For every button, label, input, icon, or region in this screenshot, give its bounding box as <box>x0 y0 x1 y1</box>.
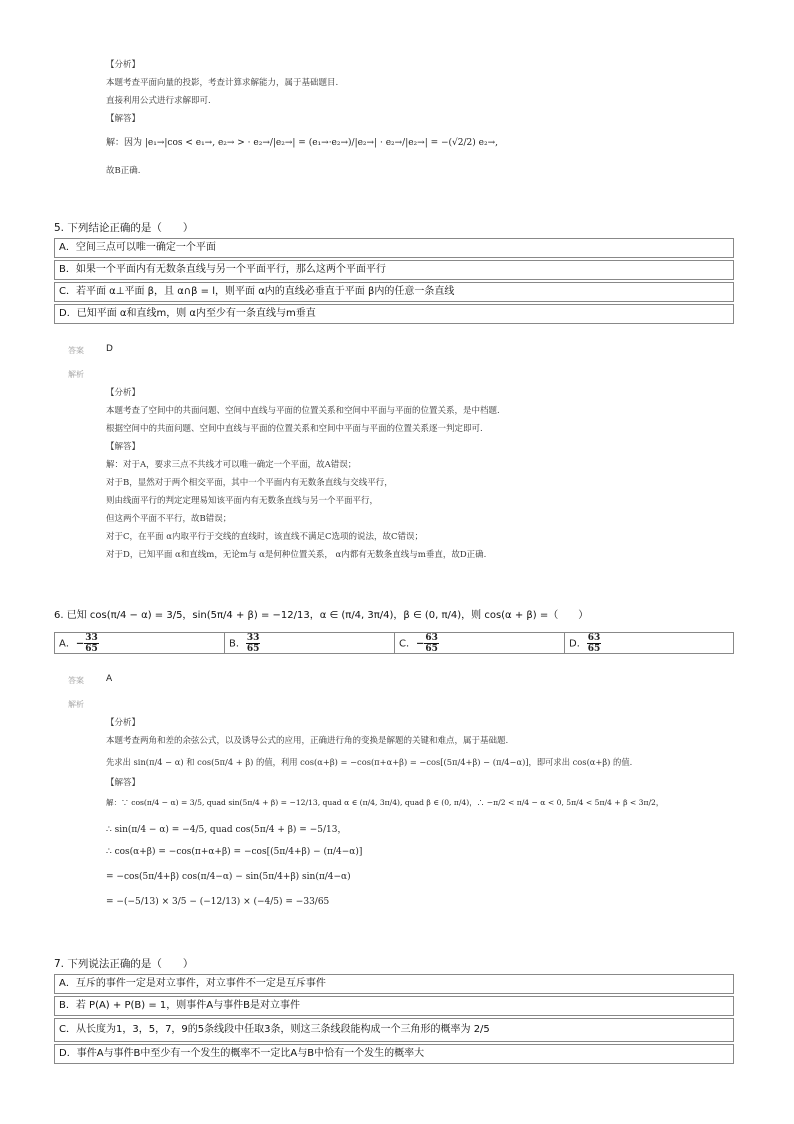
q7-option-a[interactable]: A．互斥的事件一定是对立事件，对立事件不一定是互斥事件 <box>54 974 734 994</box>
q5-analysis-line: 【分析】 <box>106 388 141 398</box>
answer-value: A <box>106 674 113 684</box>
fraction-numerator: 33 <box>85 633 98 643</box>
q6-option-b[interactable] <box>225 633 395 653</box>
answer-label: 答案 <box>68 346 84 355</box>
q6-analysis-line: 【分析】 <box>106 718 141 728</box>
q6-solution-step: = −(−5/13) × 3/5 − (−12/13) × (−4/5) = −33/65 <box>106 897 330 907</box>
q6-solution-step: ∴ sin(π/4 − α) = −4/5, quad cos(5π/4 + β) = −5/13， <box>106 825 347 835</box>
q7-option-b[interactable]: B．若 P(A) + P(B) = 1，则事件A与事件B是对立事件 <box>54 996 734 1016</box>
answer-label: 答案 <box>68 676 84 685</box>
analysis-label: 解析 <box>68 370 84 379</box>
q5-option-c[interactable]: C．若平面 α⊥平面 β，且 α∩β = l，则平面 α内的直线必垂直于平面 β内的任意一条直线 <box>54 282 734 302</box>
option-letter: A． <box>59 638 76 650</box>
q5-analysis-line: 则由线面平行的判定定理易知该平面内有无数条直线与另一个平面平行， <box>106 496 379 506</box>
q5-analysis-line: 但这两个平面不平行，故B错误； <box>106 514 232 524</box>
option-fraction <box>246 633 261 654</box>
q5-analysis-line: 对于B，显然对于两个相交平面，其中一个平面内有无数条直线与交线平行， <box>106 478 393 488</box>
q6-option-a[interactable] <box>55 633 225 653</box>
q5-analysis-line: 根据空间中的共面问题、空间中直线与平面的位置关系和空间中平面与平面的位置关系逐一判定即可. <box>106 424 483 434</box>
solution-formula: 解：因为 |e₁→|cos < e₁→, e₂→ > · e₂→/|e₂→| = (e₁→·e₂→)/|e₂→| · e₂→/|e₂→| = −(√2/2) e₂→, <box>106 138 498 148</box>
analysis-line: 本题考查平面向量的投影，考查计算求解能力，属于基础题目. <box>106 78 339 88</box>
q5-analysis-line: 对于C，在平面 α内取平行于交线的直线时，该直线不满足C选项的说法，故C错误； <box>106 532 423 542</box>
q6-solution-step: ∴ cos(α+β) = −cos(π+α+β) = −cos[(5π/4+β) − (π/4−α)] <box>106 847 363 857</box>
option-letter: D． <box>569 638 587 650</box>
solution-conclusion: 故B正确. <box>106 166 141 176</box>
option-sign: − <box>415 638 425 650</box>
q6-option-c[interactable] <box>395 633 565 653</box>
q6-solution-step: = −cos(5π/4+β) cos(π/4−α) − sin(5π/4+β) sin(π/4−α) <box>106 872 351 882</box>
fraction-denominator: 65 <box>587 644 601 654</box>
solution-heading: 【解答】 <box>106 114 141 124</box>
q5-analysis-line: 对于D，已知平面 α和直线m，无论m与 α是何种位置关系， α内都有无数条直线与m垂直，故D正确. <box>106 550 487 560</box>
question-5-stem: 5. 下列结论正确的是（ ） <box>54 222 194 234</box>
q5-analysis-line: 解：对于A，要求三点不共线才可以唯一确定一个平面，故A错误； <box>106 460 357 470</box>
analysis-heading: 【分析】 <box>106 60 141 70</box>
q6-option-d[interactable] <box>565 633 733 653</box>
option-fraction <box>587 633 602 654</box>
option-fraction <box>84 633 99 654</box>
answer-value: D <box>106 344 113 354</box>
q6-analysis-line: 本题考查两角和差的余弦公式，以及诱导公式的应用，正确进行角的变换是解题的关键和难点，属于基础题. <box>106 736 509 746</box>
option-fraction <box>424 633 439 654</box>
question-6-stem: 6. 已知 cos(π/4 − α) = 3/5，sin(5π/4 + β) = −12/13，α ∈ (π/4, 3π/4)，β ∈ (0, π/4)，则 cos(α + β) =（ ） <box>54 610 589 621</box>
q6-solution-step: 解：∵ cos(π/4 − α) = 3/5, quad sin(5π/4 + β) = −12/13, quad α ∈ (π/4, 3π/4), quad β ∈ (0, π/4)，∴ −π/2 < π/4 − α < 0, 5π/4 < 5π/4 + β < 3π/2， <box>106 798 664 807</box>
analysis-label: 解析 <box>68 700 84 709</box>
question-7-stem: 7. 下列说法正确的是（ ） <box>54 958 194 970</box>
fraction-numerator: 63 <box>587 633 601 643</box>
q7-option-d[interactable]: D．事件A与事件B中至少有一个发生的概率不一定比A与B中恰有一个发生的概率大 <box>54 1044 734 1064</box>
q7-option-c[interactable]: C．从长度为1，3，5，7，9的5条线段中任取3条，则这三条线段能构成一个三角形的概率为 2/5 <box>54 1018 734 1042</box>
q6-analysis-line: 【解答】 <box>106 778 141 788</box>
q5-analysis-line: 【解答】 <box>106 442 141 452</box>
q6-options-row <box>54 632 734 654</box>
q5-option-d[interactable]: D．已知平面 α和直线m，则 α内至少有一条直线与m垂直 <box>54 304 734 324</box>
option-letter: B． <box>229 638 246 650</box>
q5-option-a[interactable]: A．空间三点可以唯一确定一个平面 <box>54 238 734 258</box>
fraction-numerator: 63 <box>425 633 438 643</box>
q5-analysis-line: 本题考查了空间中的共面问题、空间中直线与平面的位置关系和空间中平面与平面的位置关系，是中档题. <box>106 406 500 416</box>
fraction-denominator: 65 <box>425 644 438 654</box>
q5-option-b[interactable]: B．如果一个平面内有无数条直线与另一个平面平行，那么这两个平面平行 <box>54 260 734 280</box>
fraction-numerator: 33 <box>246 633 260 643</box>
fraction-denominator: 65 <box>85 644 98 654</box>
analysis-line: 直接利用公式进行求解即可. <box>106 96 211 106</box>
option-sign: − <box>75 638 85 650</box>
fraction-denominator: 65 <box>246 644 260 654</box>
q6-analysis-line: 先求出 sin(π/4 − α) 和 cos(5π/4 + β) 的值，利用 cos(α+β) = −cos(π+α+β) = −cos[(5π/4+β) − (π/4−α)]，即可求出 cos(α+β) 的值. <box>106 757 633 767</box>
option-letter: C． <box>399 638 416 650</box>
